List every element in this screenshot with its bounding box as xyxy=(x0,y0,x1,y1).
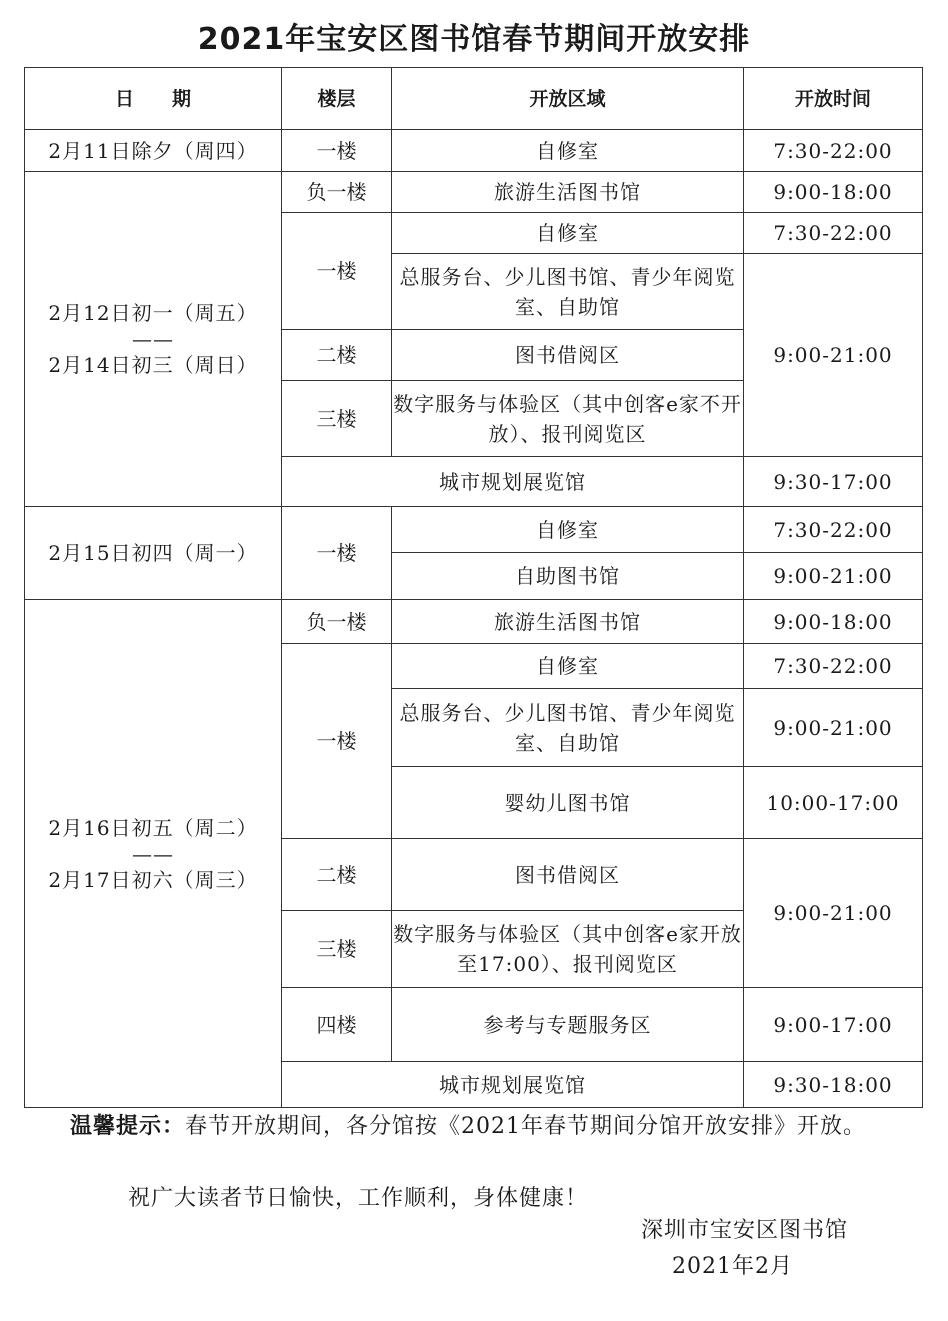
notice-text: 春节开放期间，各分馆按《2021年春节期间分馆开放安排》开放。 xyxy=(185,1114,867,1139)
floor-cell: 三楼 xyxy=(282,381,392,457)
area-cell: 自修室 xyxy=(392,130,744,172)
time-cell: 9:00-17:00 xyxy=(744,988,923,1062)
area-cell: 旅游生活图书馆 xyxy=(392,600,744,644)
header-time: 开放时间 xyxy=(744,68,923,130)
floor-cell: 四楼 xyxy=(282,988,392,1062)
date-end: 2月14日初三（周日） xyxy=(48,353,258,377)
time-cell: 9:00-18:00 xyxy=(744,172,923,213)
header-floor: 楼层 xyxy=(282,68,392,130)
time-cell: 9:00-18:00 xyxy=(744,600,923,644)
time-cell: 9:00-21:00 xyxy=(744,689,923,767)
table-row xyxy=(25,130,923,172)
date-range-cell xyxy=(25,172,282,507)
date-cell: 2月11日除夕（周四） xyxy=(25,130,282,172)
floor-cell: 一楼 xyxy=(282,130,392,172)
time-cell: 7:30-22:00 xyxy=(744,644,923,689)
header-area: 开放区域 xyxy=(392,68,744,130)
floor-cell: 一楼 xyxy=(282,507,392,600)
time-cell: 9:00-21:00 xyxy=(744,839,923,988)
area-cell: 城市规划展览馆 xyxy=(282,457,744,507)
time-cell: 9:30-18:00 xyxy=(744,1062,923,1108)
area-cell: 自修室 xyxy=(392,507,744,553)
table-row xyxy=(25,172,923,213)
time-cell: 7:30-22:00 xyxy=(744,507,923,553)
area-cell: 旅游生活图书馆 xyxy=(392,172,744,213)
area-cell: 总服务台、少儿图书馆、青少年阅览室、自助馆 xyxy=(392,254,744,330)
time-cell: 7:30-22:00 xyxy=(744,130,923,172)
area-cell: 参考与专题服务区 xyxy=(392,988,744,1062)
floor-cell: 三楼 xyxy=(282,911,392,988)
area-cell: 自修室 xyxy=(392,213,744,254)
area-cell: 婴幼儿图书馆 xyxy=(392,767,744,839)
table-row xyxy=(25,600,923,644)
schedule-table xyxy=(24,67,923,1108)
date-range-cell xyxy=(25,600,282,1108)
header-date: 日 期 xyxy=(25,68,282,130)
area-cell: 数字服务与体验区（其中创客e家不开放）、报刊阅览区 xyxy=(392,381,744,457)
table-row xyxy=(25,507,923,553)
greeting-text: 祝广大读者节日愉快，工作顺利，身体健康！ xyxy=(128,1186,589,1211)
page-title: 2021年宝安区图书馆春节期间开放安排 xyxy=(197,22,751,57)
date-cell: 2月15日初四（周一） xyxy=(25,507,282,600)
time-cell: 9:00-21:00 xyxy=(744,254,923,457)
area-cell: 总服务台、少儿图书馆、青少年阅览室、自助馆 xyxy=(392,689,744,767)
floor-cell: 负一楼 xyxy=(282,600,392,644)
floor-cell: 一楼 xyxy=(282,644,392,839)
date-start: 2月16日初五（周二） xyxy=(48,815,258,840)
floor-cell: 负一楼 xyxy=(282,172,392,213)
date-start: 2月12日初一（周五） xyxy=(48,301,258,325)
floor-cell: 二楼 xyxy=(282,839,392,911)
time-cell: 9:00-21:00 xyxy=(744,553,923,600)
area-cell: 数字服务与体验区（其中创客e家开放至17:00）、报刊阅览区 xyxy=(392,911,744,988)
date-dash: —— xyxy=(132,327,174,351)
table-header-row xyxy=(25,68,923,130)
signature-date: 2021年2月 xyxy=(672,1254,793,1279)
floor-cell: 一楼 xyxy=(282,213,392,330)
time-cell: 7:30-22:00 xyxy=(744,213,923,254)
time-cell: 10:00-17:00 xyxy=(744,767,923,839)
date-end: 2月17日初六（周三） xyxy=(48,867,258,892)
area-cell: 城市规划展览馆 xyxy=(282,1062,744,1108)
floor-cell: 二楼 xyxy=(282,330,392,381)
area-cell: 自修室 xyxy=(392,644,744,689)
date-dash: —— xyxy=(132,841,174,866)
area-cell: 自助图书馆 xyxy=(392,553,744,600)
notice-label: 温馨提示： xyxy=(70,1114,186,1139)
signature: 深圳市宝安区图书馆 xyxy=(640,1218,848,1243)
notice-paragraph xyxy=(70,1110,890,1144)
time-cell: 9:30-17:00 xyxy=(744,457,923,507)
area-cell: 图书借阅区 xyxy=(392,839,744,911)
area-cell: 图书借阅区 xyxy=(392,330,744,381)
